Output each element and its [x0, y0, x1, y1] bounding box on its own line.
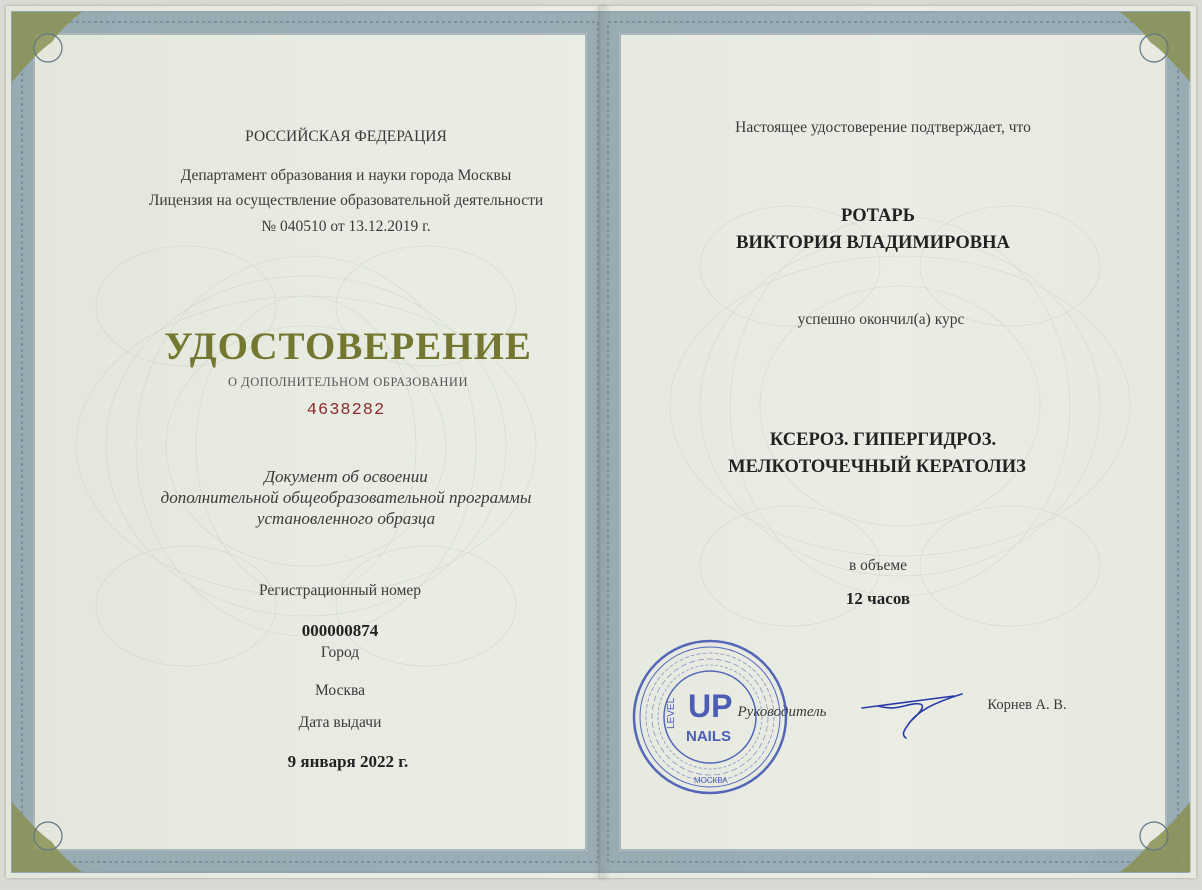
doc-description-line2: дополнительной общеобразовательной программы: [160, 488, 532, 507]
book-spine: [592, 6, 612, 878]
completed-course-line: успешно окончил(а) курс: [797, 311, 965, 328]
intro-line: Настоящее удостоверение подтверждает, что: [735, 119, 1031, 136]
document-title: УДОСТОВЕРЕНИЕ: [164, 325, 532, 368]
holder-surname: РОТАРЬ: [841, 206, 915, 226]
city-value: Москва: [315, 682, 365, 699]
document-subtitle: О ДОПОЛНИТЕЛЬНОМ ОБРАЗОВАНИИ: [228, 375, 468, 389]
country-line: РОССИЙСКАЯ ФЕДЕРАЦИЯ: [245, 128, 447, 145]
department-line: Департамент образования и науки города Москвы: [180, 167, 512, 184]
doc-description-line1: Документ об освоении: [264, 467, 428, 486]
volume-value: 12 часов: [845, 589, 911, 608]
head-name: Корнев А. В.: [987, 697, 1067, 713]
left-page: [6, 6, 606, 878]
license-number: № 040510 от 13.12.2019 г.: [261, 218, 431, 235]
reg-number-label: Регистрационный номер: [258, 582, 422, 599]
stamp-logo-nails: NAILS: [686, 728, 731, 745]
issue-date-label: Дата выдачи: [298, 714, 382, 731]
stamp-logo-up: UP: [688, 688, 733, 724]
institution-stamp: [630, 637, 790, 797]
volume-label: в объеме: [848, 557, 908, 574]
serial-number: 4638282: [306, 401, 386, 420]
course-title-line2: МЕЛКОТОЧЕЧНЫЙ КЕРАТОЛИЗ: [728, 457, 1026, 477]
doc-description-line3: установленного образца: [256, 509, 436, 528]
reg-number-value: 000000874: [301, 621, 379, 640]
head-label: Руководитель: [737, 704, 827, 720]
stamp-logo-level: LEVEL: [666, 697, 677, 729]
license-line: Лицензия на осуществление образовательной деятельности: [148, 192, 544, 209]
signature: [858, 682, 968, 742]
course-title-line1: КСЕРОЗ. ГИПЕРГИДРОЗ.: [769, 430, 997, 450]
stamp-city: МОСКВА: [694, 776, 728, 785]
holder-given-names: ВИКТОРИЯ ВЛАДИМИРОВНА: [736, 233, 1010, 253]
city-label: Город: [320, 644, 360, 661]
issue-date-value: 9 января 2022 г.: [287, 752, 409, 771]
